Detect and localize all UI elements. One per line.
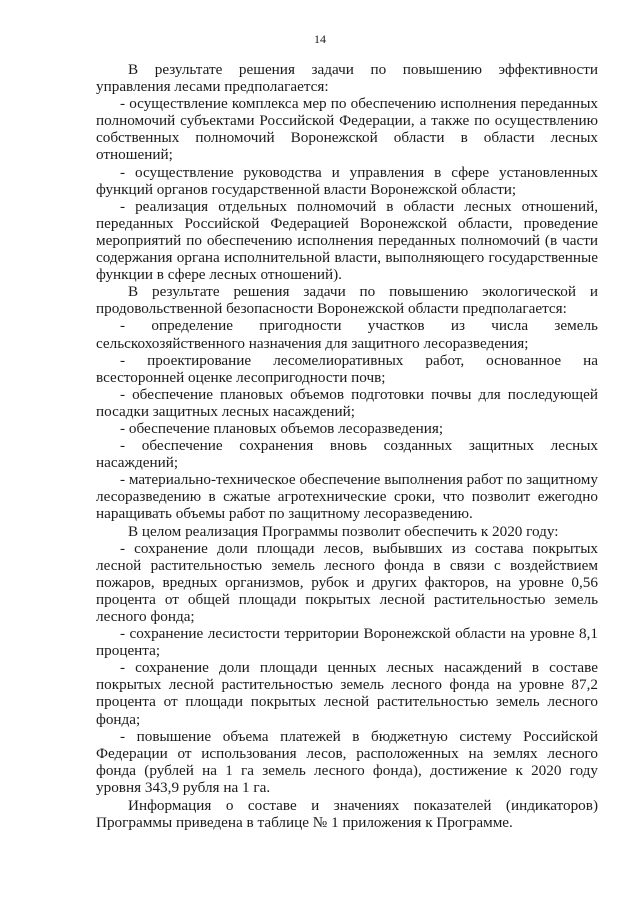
list-item: - осуществление руководства и управления в сфере установленных функций органов государственной власти Воронежской области; — [96, 163, 598, 198]
list-item: - обеспечение сохранения вновь созданных защитных лесных насаждений; — [96, 437, 598, 472]
list-item: - обеспечение плановых объемов подготовки почвы для последующей посадки защитных лесных насаждений; — [96, 385, 598, 420]
paragraph: В результате решения задачи по повышению экологической и продовольственной безопасности Воронежской области предполагается: — [96, 283, 598, 318]
document-body — [96, 61, 598, 831]
list-item: - осуществление комплекса мер по обеспечению исполнения переданных полномочий субъектами Российской Федерации, а также по осуществлению собственных полномочий Воронежской области в области лесных отношений; — [96, 95, 598, 164]
list-item: - повышение объема платежей в бюджетную систему Российской Федерации от использования лесов, расположенных на землях лесного фонда (рублей на 1 га земель лесного фонда), достижение к 2020 году уровня 343,9 рубля на 1 га. — [96, 727, 598, 796]
list-item: - реализация отдельных полномочий в области лесных отношений, переданных Российской Федерацией Воронежской области, проведение мероприятий по обеспечению исполнения переданных полномочий (в части содержания органа исполнительной власти, выполняющего государственные функции в сфере лесных отношений). — [96, 197, 598, 284]
list-item: - сохранение доли площади ценных лесных насаждений в составе покрытых лесной растительностью земель лесного фонда на уровне 87,2 процента от площади покрытых лесной растительностью земель лесного фонда; — [96, 659, 598, 728]
page-number: 14 — [314, 32, 326, 46]
list-item: - определение пригодности участков из числа земель сельскохозяйственного назначения для защитного лесоразведения; — [96, 317, 598, 352]
list-item: - сохранение доли площади лесов, выбывших из состава покрытых лесной растительностью земель лесного фонда в связи с воздействием пожаров, вредных организмов, рубок и других факторов, на уровне 0,56 процента от общей площади покрытых лесной растительностью земель лесного фонда; — [96, 539, 598, 625]
list-item: - проектирование лесомелиоративных работ, основанное на всесторонней оценке лесопригодности почв; — [96, 351, 598, 386]
paragraph: В результате решения задачи по повышению эффективности управления лесами предполагается: — [96, 61, 598, 96]
paragraph: В целом реализация Программы позволит обеспечить к 2020 году: — [128, 522, 559, 540]
paragraph: Информация о составе и значениях показателей (индикаторов) Программы приведена в таблице № 1 приложения к Программе. — [96, 797, 598, 832]
list-item: - сохранение лесистости территории Воронежской области на уровне 8,1 процента; — [96, 625, 598, 660]
list-item: - материально-техническое обеспечение выполнения работ по защитному лесоразведению в сжатые агротехнические сроки, что позволит ежегодно наращивать объемы работ по защитному лесоразведению. — [96, 471, 598, 523]
list-item: - обеспечение плановых объемов лесоразведения; — [120, 419, 444, 437]
